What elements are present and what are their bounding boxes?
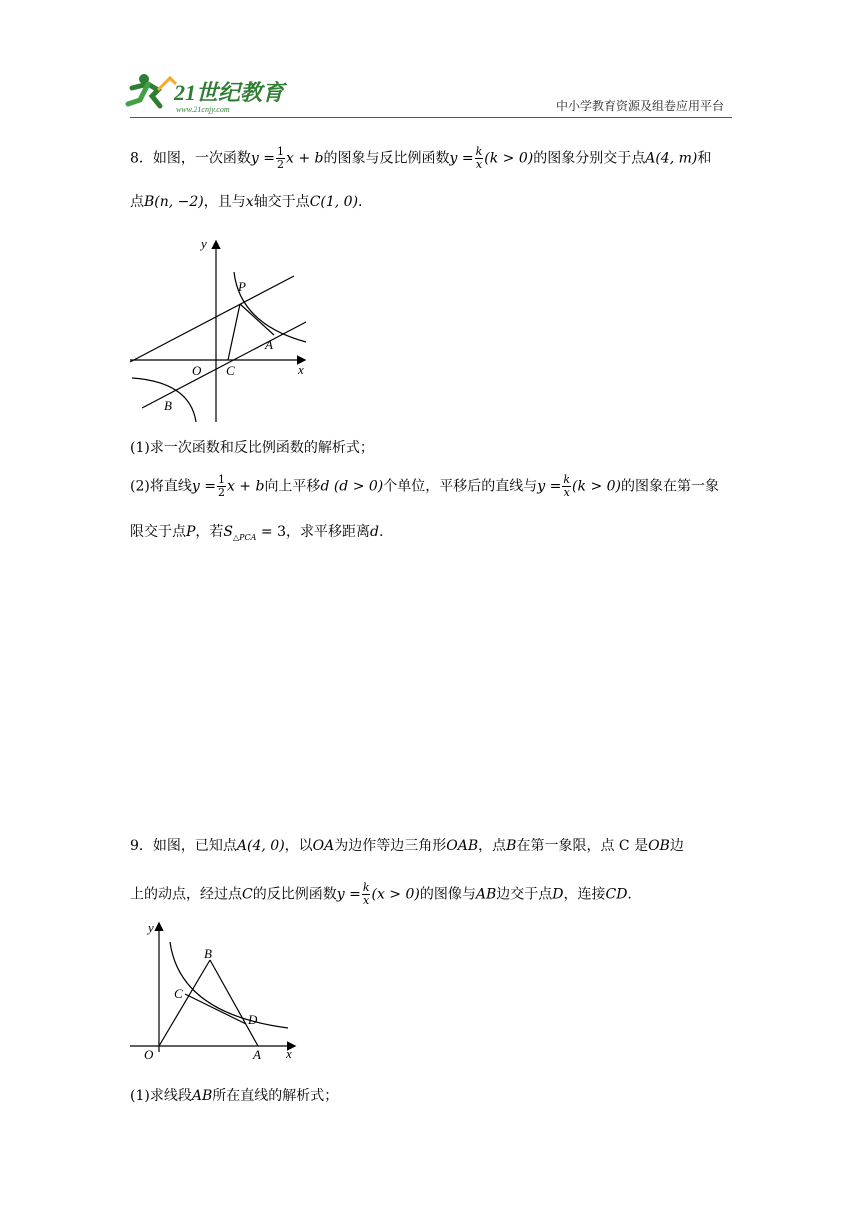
q9-side-BA bbox=[210, 960, 258, 1046]
q8-segment-PA bbox=[240, 304, 274, 335]
q9-label-D: D bbox=[248, 1012, 258, 1027]
q9-label-C: C bbox=[174, 986, 183, 1001]
q8-line-original bbox=[142, 322, 306, 408]
q8-figure bbox=[128, 232, 318, 424]
platform-name: 中小学教育资源及组卷应用平台 bbox=[555, 99, 724, 113]
runner-icon bbox=[128, 74, 176, 106]
q8-part2: (2)将直线y = $\frac{1}{2}$ x + b向上平移d (d > 0)个单位，平移后的直线与y = $\frac{k}{x}$ (k > 0)的图象在第一象 bbox=[130, 473, 719, 499]
q8-label-A: A bbox=[265, 337, 273, 352]
q8-part2-cont: 限交于点P，若$S_{\triangle PCA} = 3$，求平移距离d. bbox=[130, 524, 384, 542]
q8-label-P: P bbox=[238, 279, 246, 294]
q8-label-B: B bbox=[164, 398, 172, 413]
logo-21cnjy bbox=[124, 70, 294, 116]
q8-label-y: y bbox=[201, 236, 207, 251]
q9-line2: 上的动点，经过点C的反比例函数y = $\frac{k}{x}$ (x > 0)的图像与AB边交于点D，连接CD. bbox=[130, 881, 632, 907]
q9-label-O: O bbox=[144, 1047, 154, 1062]
q9-part1: (1)求线段AB所在直线的解析式； bbox=[130, 1088, 339, 1104]
q9-label-B: B bbox=[204, 946, 212, 961]
q8-segment-PC bbox=[228, 304, 240, 360]
q9-line1: 9．如图，已知点A(4, 0)，以OA为边作等边三角形OAB，点B在第一象限，点 C 是OB边 bbox=[130, 838, 684, 854]
q9-label-x: x bbox=[286, 1046, 292, 1061]
q8-label-O: O bbox=[192, 363, 202, 378]
q8-label-C: C bbox=[226, 363, 235, 378]
q9-label-y: y bbox=[148, 920, 154, 935]
q8-line1: 8．如图，一次函数y = $\frac{1}{2}$ x + b的图象与反比例函数y = $\frac{k}{x}$ (k > 0)的图象分别交于点A(4, m)和 bbox=[130, 145, 712, 171]
q8-line2: 点B(n, −2)，且与x轴交于点C(1, 0). bbox=[130, 194, 363, 210]
q8-label-x: x bbox=[298, 362, 304, 377]
q8-part1: (1)求一次函数和反比例函数的解析式； bbox=[130, 440, 374, 456]
logo-text: 21世纪教育 bbox=[174, 80, 285, 105]
q9-figure bbox=[128, 918, 308, 1064]
q9-label-A: A bbox=[253, 1047, 261, 1062]
logo-url: www.21cnjy.com bbox=[176, 105, 230, 114]
header-divider bbox=[130, 117, 732, 118]
